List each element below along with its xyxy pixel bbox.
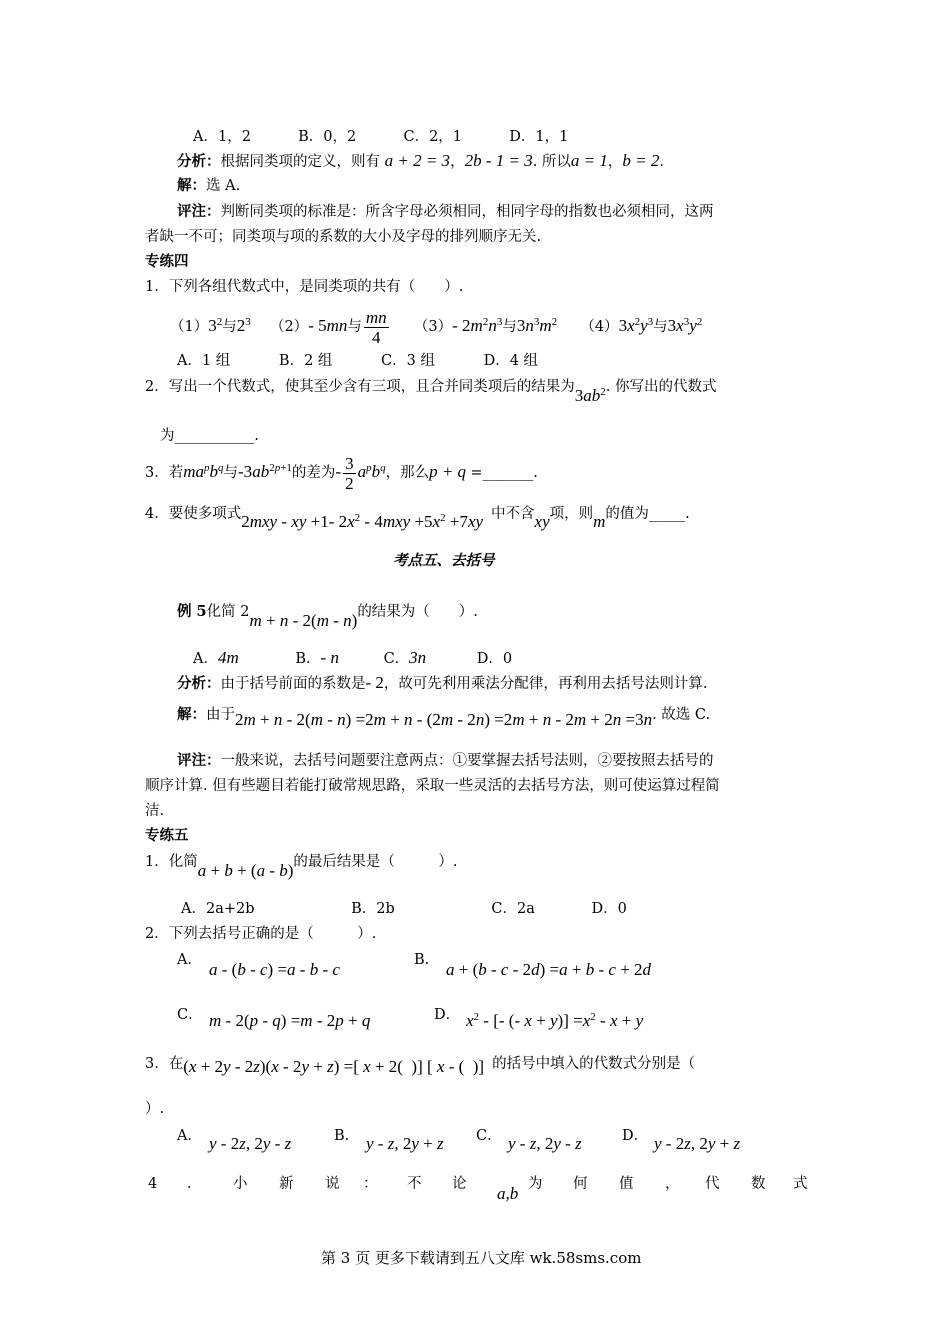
analysis-line [177, 151, 664, 172]
q5-4-c13: 数 [751, 1176, 766, 1192]
comment-line-2: 者缺一不可；同类项与项的系数的大小及字母的排列顺序无关. [145, 229, 542, 245]
analysis-eq2: 2b - 1 = 3 [464, 151, 533, 170]
q5-3-b-expr: y - z, 2y + z [366, 1134, 444, 1153]
ex5-choice-a: 4m [217, 648, 239, 667]
solution5-a: 由于 [206, 707, 235, 723]
q5-3-b: 的括号中填入的代数式分别是（ [492, 1056, 696, 1072]
q4-4-m: m [593, 512, 606, 531]
q4-4-xy: xy [534, 512, 550, 531]
q5-2: 2．下列去括号正确的是（ ）. [145, 926, 377, 942]
q4-4-expr: 2mxy - xy +1- $2x^2 - 4mxy +5x^2 +7xy$ [241, 512, 484, 531]
opt3-expr2: $3n^3m^2$ [516, 316, 558, 335]
opt1-expr2: $2^3$ [236, 316, 251, 335]
q5-1-choice-d: D．0 [591, 901, 627, 917]
q5-4-c14: 式 [793, 1176, 808, 1192]
drill5-title: 专练五 [145, 827, 189, 844]
q5-1-line [145, 851, 458, 880]
q4-3-expr1: $ma^pb^q$ [183, 462, 224, 481]
ex5-choice-b-label: B． [295, 651, 321, 667]
q5-4-c10: 值 [619, 1176, 634, 1192]
q4-3-frac: $\frac{3}{2}$ [345, 453, 354, 493]
prev-choices [193, 127, 568, 147]
q5-3-a: 3．在 [145, 1056, 184, 1072]
analysis5-b: ，故可先利用乘法分配律，再利用去括号法则计算. [383, 676, 708, 692]
opt4-and: 与 [653, 319, 668, 335]
q5-4-c3: 新 [279, 1176, 294, 1192]
ex5-expr: m + n - 2(m - n) [249, 611, 358, 630]
choice-b: B．0，2 [298, 129, 357, 145]
q4-1: 1．下列各组代数式中，是同类项的共有（ ）. [145, 279, 464, 295]
q4-3-line [145, 452, 538, 492]
q5-2-a-expr: a - (b - c) =a - b - c [209, 960, 340, 979]
q5-1-choice-c: C．2a [491, 901, 535, 917]
analysis-sep: ， [450, 154, 465, 170]
q4-1-choice-a: A．1 组 [177, 353, 231, 369]
analysis-eq1: a + 2 = 3 [384, 151, 451, 170]
solution5-line [177, 704, 711, 729]
analysis-text: 根据同类项的定义，则有 [220, 154, 380, 170]
solution5-expr: 2m + n - 2(m - n) =2m + n - (2m - 2n) =2m + n - 2m + 2n =3n [235, 710, 653, 729]
q5-3-d-expr: y - 2z, 2y + z [654, 1134, 741, 1153]
q4-1-choices [177, 351, 538, 371]
q5-4-ab: a,b [497, 1184, 519, 1203]
comment5-line-2: 顺序计算. 但有些题目若能打破常规思路，采取一些灵活的去括号方法，则可使运算过程简 [145, 778, 720, 794]
q5-3-expr: (x + 2y - 2z)(x - 2y + z) =[ x + 2( )] [ x - ( )] [183, 1057, 485, 1076]
ex5-choice-b: - n [320, 648, 339, 667]
q5-1-a: 1．化简 [145, 854, 198, 870]
opt4-expr: $3x^2y^3$ [618, 316, 654, 335]
q5-2-c-label: C． [177, 1007, 203, 1023]
solution-line [177, 176, 240, 196]
comment5-line-3: 洁. [145, 803, 165, 819]
q4-4-a: 4．要使多项式 [145, 506, 242, 522]
q4-4-c: 项，则 [549, 506, 594, 522]
ex5-end: 的结果为（ ）. [357, 604, 478, 620]
analysis-a: a = 1 [570, 151, 608, 170]
ex5-choice-c-label: C． [383, 651, 410, 667]
analysis-label: 分析： [177, 153, 221, 170]
q4-3-d: =_______. [470, 465, 538, 481]
q4-3-a: 3．若 [145, 465, 184, 481]
q5-4-c6: 不 [407, 1176, 422, 1192]
ex5-label: 例 5 [177, 603, 207, 620]
q5-4-c4: 说 [325, 1176, 340, 1192]
q4-2-line [145, 376, 717, 405]
opt2-and: 与 [347, 319, 362, 335]
q5-2-b-expr: a + (b - c - 2d) =a + b - c + 2d [446, 960, 652, 979]
analysis-sep2: ， [607, 154, 623, 170]
drill4-title: 专练四 [145, 253, 189, 270]
q5-2-b-label: B． [414, 952, 440, 968]
q5-2-d-label: D． [434, 1007, 461, 1023]
solution5-b: . 故选 C. [652, 707, 711, 723]
q4-3-expr2: $-3ab^{2p+1}$ [238, 462, 292, 481]
q5-4-c7: 论 [452, 1176, 467, 1192]
q4-3-pq: p + q [429, 462, 471, 481]
q5-3-b-label: B． [334, 1128, 360, 1144]
q4-2-expr: $3ab^2$ [574, 386, 606, 405]
q4-4-b: 中不含 [491, 506, 535, 522]
q4-2-a: 2．写出一个代数式，使其至少含有三项，且合并同类项后的结果为 [145, 379, 575, 395]
analysis5-minus2: - 2 [365, 673, 384, 692]
q5-2-d-expr: $x^2$ - [- (- $x + y)] =x^2 - x + y$ [466, 1011, 644, 1030]
q4-3-and: 与 [223, 465, 239, 481]
ex5-choice-c: 3n [409, 648, 427, 667]
choice-c: C．2，1 [403, 129, 463, 145]
q5-4-c5: ： [363, 1176, 378, 1192]
q5-2-a-label: A． [177, 952, 202, 968]
opt4-label: （4） [580, 319, 619, 335]
q5-3-c-expr: y - z, 2y - z [508, 1134, 582, 1153]
comment-text-1: 判断同类项的标准是：所含字母必须相同，相同字母的指数也必须相同，这两 [220, 204, 714, 220]
analysis5-a: 由于括号前面的系数是 [220, 676, 366, 692]
solution5-label: 解： [177, 706, 206, 723]
q5-4-c12: 代 [705, 1176, 720, 1192]
ex5-text: 化简 2 [206, 604, 250, 620]
analysis-b: b = 2 [622, 151, 660, 170]
opt1-expr: $3^2$ [208, 316, 223, 335]
opt3-label: （3） [413, 319, 453, 335]
q5-3-c-label: C． [476, 1128, 502, 1144]
opt3-and: 与 [502, 319, 517, 335]
q5-4-c0: 4 [148, 1176, 158, 1192]
ex5-choice-a-label: A． [193, 651, 218, 667]
q5-4-c1: ． [187, 1176, 202, 1192]
q5-4-c2: 小 [233, 1176, 248, 1192]
q5-1-choice-a: A．2a+2b [181, 901, 255, 917]
q4-1-choice-d: D．4 组 [483, 353, 539, 369]
q5-3-d-label: D． [622, 1128, 649, 1144]
q4-1-options [170, 304, 702, 348]
comment-line-1 [177, 202, 714, 222]
choice-d: D．1，1 [509, 129, 569, 145]
opt2-expr: - 5mn [308, 316, 348, 335]
ex5-line [177, 601, 478, 630]
comment5-line-1 [177, 751, 714, 771]
solution-label: 解： [177, 177, 206, 194]
comment-label: 评注： [177, 203, 221, 220]
q4-4-line [145, 503, 690, 531]
q5-2-c-expr: m - 2(p - q) =m - 2p + q [209, 1011, 371, 1030]
ex5-choices [193, 648, 512, 669]
q4-1-choice-c: C．3 组 [381, 353, 435, 369]
q4-1-choice-b: B．2 组 [278, 353, 333, 369]
q4-3-expr3: $a^pb^q$ [357, 462, 386, 481]
opt2-label: （2） [269, 319, 309, 335]
q5-1-choice-b: B．2b [351, 901, 395, 917]
analysis5-line [177, 673, 708, 694]
comment5-1: 一般来说，去括号问题要注意两点：①要掌握去括号法则，②要按照去括号的 [220, 753, 714, 769]
q5-1-choices [181, 899, 627, 919]
q4-3-minus: - [335, 462, 342, 481]
q4-2-b: . 你写出的代数式 [605, 379, 717, 395]
q5-4-c11: ， [665, 1176, 680, 1192]
q5-4-c9: 何 [573, 1176, 588, 1192]
q5-3-a-label: A． [177, 1128, 202, 1144]
q4-3-c: ，那么 [385, 465, 430, 481]
analysis-end: . [659, 154, 664, 170]
analysis5-label: 分析： [177, 675, 221, 692]
page-footer: 第 3 页 更多下载请到五八文库 wk.58sms.com [321, 1249, 642, 1267]
q5-3-a-expr: y - 2z, 2y - z [209, 1134, 292, 1153]
opt4-expr2: $3x^3y^2$ [667, 316, 703, 335]
q4-2-c: 为___________. [160, 428, 259, 444]
solution-text: 选 A. [206, 178, 241, 194]
choice-a: A．1，2 [193, 129, 251, 145]
q5-4-c8: 为 [528, 1176, 543, 1192]
opt2-frac: $\frac{mn}{4}$ [365, 307, 387, 347]
q4-4-d: 的值为_____. [605, 506, 690, 522]
q5-1-expr: a + b + (a - b) [197, 861, 294, 880]
analysis-so: . 所以 [532, 154, 571, 170]
q5-3-c: ）. [145, 1101, 165, 1117]
ex5-choice-d: D．0 [476, 651, 513, 667]
comment5-label: 评注： [177, 752, 221, 769]
opt3-expr: - $2m^2n^3$ [452, 316, 503, 335]
q5-3-line [145, 1053, 695, 1074]
section5-title: 考点五、去括号 [393, 552, 495, 569]
opt1-and: 与 [222, 319, 237, 335]
opt1-label: （1） [170, 319, 209, 335]
q4-3-b: 的差为 [291, 465, 336, 481]
q5-1-b: 的最后结果是（ ）. [293, 854, 458, 870]
